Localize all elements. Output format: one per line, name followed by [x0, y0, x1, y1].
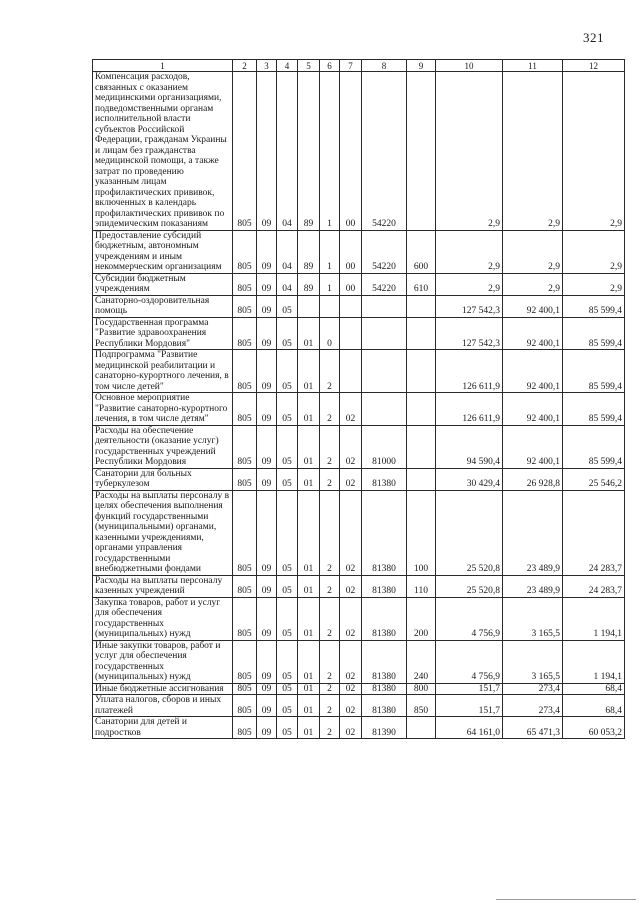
cell-direction: 81380 [362, 575, 407, 597]
cell-amount-3: 25 546,2 [563, 468, 625, 490]
table-row [93, 695, 625, 717]
cell-amount-1: 4 756,9 [436, 597, 503, 640]
col-header: 2 [233, 60, 257, 72]
cell-amount-1: 2,9 [436, 230, 503, 273]
cell-subprogram: 2 [320, 695, 340, 717]
cell-amount-1: 2,9 [436, 72, 503, 231]
cell-expense-type: 100 [407, 490, 436, 575]
cell-expense-type [407, 717, 436, 739]
cell-gr-code: 805 [233, 393, 257, 426]
cell-gr-code: 805 [233, 72, 257, 231]
cell-direction: 54220 [362, 230, 407, 273]
cell-subprogram: 2 [320, 393, 340, 426]
table-row [93, 295, 625, 317]
cell-subsection: 05 [277, 350, 298, 393]
cell-expense-type [407, 425, 436, 468]
row-name: Государственная программа "Развитие здравоохранения Республики Мордовия" [93, 317, 233, 350]
cell-subsection: 04 [277, 230, 298, 273]
row-name: Уплата налогов, сборов и иных платежей [93, 695, 233, 717]
cell-subprogram: 2 [320, 350, 340, 393]
cell-expense-type: 600 [407, 230, 436, 273]
col-header: 7 [340, 60, 362, 72]
table-row [93, 273, 625, 295]
cell-subprogram: 2 [320, 575, 340, 597]
cell-amount-3: 68,4 [563, 695, 625, 717]
cell-amount-2: 23 489,9 [503, 490, 563, 575]
cell-amount-2: 65 471,3 [503, 717, 563, 739]
cell-measure [340, 295, 362, 317]
row-name: Расходы на выплаты персоналу казенных учреждений [93, 575, 233, 597]
table-row [93, 468, 625, 490]
cell-subsection: 05 [277, 575, 298, 597]
cell-direction [362, 295, 407, 317]
cell-subsection: 04 [277, 273, 298, 295]
cell-measure: 02 [340, 425, 362, 468]
row-name: Основное мероприятие "Развитие санаторно-курортного лечения, в том числе детям" [93, 393, 233, 426]
cell-amount-1: 151,7 [436, 695, 503, 717]
table-row [93, 683, 625, 695]
cell-amount-2: 23 489,9 [503, 575, 563, 597]
cell-amount-2: 92 400,1 [503, 317, 563, 350]
row-name: Санаторно-оздоровительная помощь [93, 295, 233, 317]
cell-subprogram: 1 [320, 230, 340, 273]
cell-amount-2: 92 400,1 [503, 425, 563, 468]
cell-program: 01 [298, 468, 320, 490]
cell-direction [362, 350, 407, 393]
cell-amount-3: 24 283,7 [563, 490, 625, 575]
cell-gr-code: 805 [233, 350, 257, 393]
cell-amount-1: 25 520,8 [436, 575, 503, 597]
cell-program: 01 [298, 717, 320, 739]
cell-amount-3: 85 599,4 [563, 317, 625, 350]
cell-subsection: 05 [277, 295, 298, 317]
cell-subprogram: 2 [320, 425, 340, 468]
table-row [93, 72, 625, 231]
cell-direction: 81000 [362, 425, 407, 468]
row-name: Санатории для больных туберкулезом [93, 468, 233, 490]
cell-subsection: 05 [277, 468, 298, 490]
cell-direction [362, 393, 407, 426]
cell-direction: 81390 [362, 717, 407, 739]
cell-subsection: 05 [277, 393, 298, 426]
page-number: 321 [583, 30, 604, 45]
cell-amount-1: 64 161,0 [436, 717, 503, 739]
cell-amount-3: 2,9 [563, 273, 625, 295]
cell-measure: 02 [340, 683, 362, 695]
row-name: Расходы на обеспечение деятельности (оказание услуг) государственных учреждений Республики Мордовия [93, 425, 233, 468]
cell-measure: 02 [340, 640, 362, 683]
cell-subsection: 05 [277, 317, 298, 350]
cell-amount-2: 3 165,5 [503, 640, 563, 683]
row-name: Санатории для детей и подростков [93, 717, 233, 739]
col-header: 8 [362, 60, 407, 72]
cell-expense-type [407, 350, 436, 393]
cell-expense-type: 800 [407, 683, 436, 695]
row-name: Иные бюджетные ассигнования [93, 683, 233, 695]
cell-program [298, 295, 320, 317]
table-row [93, 350, 625, 393]
cell-measure: 02 [340, 393, 362, 426]
cell-measure [340, 350, 362, 393]
col-header: 5 [298, 60, 320, 72]
budget-table [92, 59, 625, 739]
cell-program: 01 [298, 350, 320, 393]
cell-subprogram: 2 [320, 468, 340, 490]
cell-amount-3: 68,4 [563, 683, 625, 695]
table-row [93, 640, 625, 683]
cell-subprogram: 2 [320, 717, 340, 739]
col-header: 11 [503, 60, 563, 72]
cell-subsection: 05 [277, 695, 298, 717]
cell-section: 09 [257, 425, 277, 468]
cell-program: 01 [298, 695, 320, 717]
cell-amount-3: 2,9 [563, 72, 625, 231]
cell-subsection: 05 [277, 717, 298, 739]
table-body [93, 72, 625, 739]
cell-program: 01 [298, 575, 320, 597]
cell-amount-1: 127 542,3 [436, 317, 503, 350]
cell-gr-code: 805 [233, 425, 257, 468]
cell-amount-1: 151,7 [436, 683, 503, 695]
cell-amount-2: 2,9 [503, 230, 563, 273]
cell-program: 01 [298, 597, 320, 640]
table-row [93, 425, 625, 468]
cell-direction: 81380 [362, 490, 407, 575]
cell-section: 09 [257, 393, 277, 426]
cell-section: 09 [257, 295, 277, 317]
cell-measure: 00 [340, 230, 362, 273]
cell-expense-type: 110 [407, 575, 436, 597]
col-header: 9 [407, 60, 436, 72]
cell-gr-code: 805 [233, 640, 257, 683]
cell-expense-type [407, 295, 436, 317]
cell-subprogram: 2 [320, 640, 340, 683]
cell-program: 01 [298, 683, 320, 695]
cell-amount-1: 2,9 [436, 273, 503, 295]
cell-amount-2: 2,9 [503, 273, 563, 295]
cell-gr-code: 805 [233, 468, 257, 490]
cell-expense-type: 850 [407, 695, 436, 717]
cell-direction: 81380 [362, 468, 407, 490]
cell-gr-code: 805 [233, 597, 257, 640]
row-name: Предоставление субсидий бюджетным, автономным учреждениям и иным некоммерческим организациям [93, 230, 233, 273]
cell-section: 09 [257, 230, 277, 273]
cell-amount-1: 126 611,9 [436, 393, 503, 426]
cell-amount-3: 1 194,1 [563, 640, 625, 683]
cell-amount-2: 3 165,5 [503, 597, 563, 640]
cell-subsection: 05 [277, 425, 298, 468]
cell-amount-3: 85 599,4 [563, 295, 625, 317]
cell-amount-2: 26 928,8 [503, 468, 563, 490]
cell-amount-1: 30 429,4 [436, 468, 503, 490]
row-name: Закупка товаров, работ и услуг для обеспечения государственных (муниципальных) нужд [93, 597, 233, 640]
cell-section: 09 [257, 490, 277, 575]
cell-gr-code: 805 [233, 683, 257, 695]
cell-program: 01 [298, 425, 320, 468]
cell-measure: 02 [340, 575, 362, 597]
row-name: Иные закупки товаров, работ и услуг для обеспечения государственных (муниципальных) нужд [93, 640, 233, 683]
cell-amount-1: 94 590,4 [436, 425, 503, 468]
cell-amount-2: 273,4 [503, 683, 563, 695]
cell-subsection: 05 [277, 490, 298, 575]
cell-expense-type [407, 393, 436, 426]
table-row [93, 393, 625, 426]
cell-measure: 02 [340, 597, 362, 640]
cell-section: 09 [257, 717, 277, 739]
row-name: Субсидии бюджетным учреждениям [93, 273, 233, 295]
row-name: Расходы на выплаты персоналу в целях обеспечения выполнения функций государственными (муниципальными) органами, казенными учреждениями, органами управления государственными внебюджетными фондами [93, 490, 233, 575]
cell-program: 89 [298, 230, 320, 273]
cell-expense-type [407, 72, 436, 231]
cell-expense-type: 610 [407, 273, 436, 295]
cell-amount-1: 126 611,9 [436, 350, 503, 393]
cell-gr-code: 805 [233, 717, 257, 739]
cell-expense-type [407, 468, 436, 490]
cell-subprogram: 1 [320, 72, 340, 231]
cell-direction: 81380 [362, 695, 407, 717]
cell-section: 09 [257, 350, 277, 393]
table-row [93, 317, 625, 350]
cell-subprogram: 2 [320, 490, 340, 575]
cell-program: 89 [298, 273, 320, 295]
col-header: 4 [277, 60, 298, 72]
cell-direction: 54220 [362, 72, 407, 231]
cell-direction: 81380 [362, 597, 407, 640]
table-row [93, 717, 625, 739]
cell-amount-3: 1 194,1 [563, 597, 625, 640]
cell-gr-code: 805 [233, 575, 257, 597]
cell-program: 01 [298, 393, 320, 426]
col-header: 1 [93, 60, 233, 72]
cell-subprogram: 0 [320, 317, 340, 350]
cell-amount-3: 85 599,4 [563, 425, 625, 468]
cell-gr-code: 805 [233, 490, 257, 575]
cell-expense-type: 240 [407, 640, 436, 683]
cell-expense-type: 200 [407, 597, 436, 640]
cell-subprogram: 2 [320, 683, 340, 695]
cell-amount-1: 4 756,9 [436, 640, 503, 683]
cell-section: 09 [257, 683, 277, 695]
cell-amount-2: 92 400,1 [503, 393, 563, 426]
row-name: Компенсация расходов, связанных с оказанием медицинскими организациями, подведомственными органам исполнительной власти субъектов Российской Федерации, гражданам Украины и лицам без гражданства медицинской помощи, а также затрат по проведению указанным лицам профилактических прививок, включенных в календарь профилактических прививок по эпидемическим показаниям [93, 72, 233, 231]
cell-amount-1: 25 520,8 [436, 490, 503, 575]
cell-section: 09 [257, 597, 277, 640]
table-row [93, 597, 625, 640]
cell-amount-3: 85 599,4 [563, 350, 625, 393]
cell-section: 09 [257, 72, 277, 231]
cell-gr-code: 805 [233, 295, 257, 317]
col-header: 10 [436, 60, 503, 72]
cell-direction [362, 317, 407, 350]
cell-section: 09 [257, 575, 277, 597]
cell-amount-1: 127 542,3 [436, 295, 503, 317]
cell-measure: 02 [340, 695, 362, 717]
cell-section: 09 [257, 468, 277, 490]
row-name: Подпрограмма "Развитие медицинской реабилитации и санаторно-курортного лечения, в том числе детей" [93, 350, 233, 393]
cell-amount-2: 273,4 [503, 695, 563, 717]
cell-section: 09 [257, 640, 277, 683]
col-header: 3 [257, 60, 277, 72]
cell-measure: 00 [340, 273, 362, 295]
cell-subprogram: 1 [320, 273, 340, 295]
cell-program: 01 [298, 640, 320, 683]
cell-direction: 81380 [362, 683, 407, 695]
cell-program: 01 [298, 490, 320, 575]
cell-gr-code: 805 [233, 317, 257, 350]
cell-amount-2: 92 400,1 [503, 295, 563, 317]
cell-amount-2: 2,9 [503, 72, 563, 231]
cell-amount-3: 85 599,4 [563, 393, 625, 426]
cell-gr-code: 805 [233, 695, 257, 717]
cell-subprogram: 2 [320, 597, 340, 640]
table-row [93, 490, 625, 575]
header-row [93, 60, 625, 72]
cell-measure: 02 [340, 717, 362, 739]
cell-program: 01 [298, 317, 320, 350]
cell-amount-2: 92 400,1 [503, 350, 563, 393]
cell-measure: 02 [340, 490, 362, 575]
cell-expense-type [407, 317, 436, 350]
bottom-rule [496, 899, 636, 900]
cell-program: 89 [298, 72, 320, 231]
table-row [93, 575, 625, 597]
table-row [93, 230, 625, 273]
cell-section: 09 [257, 273, 277, 295]
cell-measure [340, 317, 362, 350]
cell-section: 09 [257, 317, 277, 350]
cell-direction: 54220 [362, 273, 407, 295]
col-header: 6 [320, 60, 340, 72]
cell-gr-code: 805 [233, 273, 257, 295]
cell-subsection: 05 [277, 597, 298, 640]
cell-subsection: 05 [277, 683, 298, 695]
cell-section: 09 [257, 695, 277, 717]
col-header: 12 [563, 60, 625, 72]
cell-subprogram [320, 295, 340, 317]
cell-measure: 00 [340, 72, 362, 231]
cell-direction: 81380 [362, 640, 407, 683]
cell-amount-3: 24 283,7 [563, 575, 625, 597]
cell-subsection: 05 [277, 640, 298, 683]
cell-subsection: 04 [277, 72, 298, 231]
cell-gr-code: 805 [233, 230, 257, 273]
cell-measure: 02 [340, 468, 362, 490]
cell-amount-3: 2,9 [563, 230, 625, 273]
cell-amount-3: 60 053,2 [563, 717, 625, 739]
